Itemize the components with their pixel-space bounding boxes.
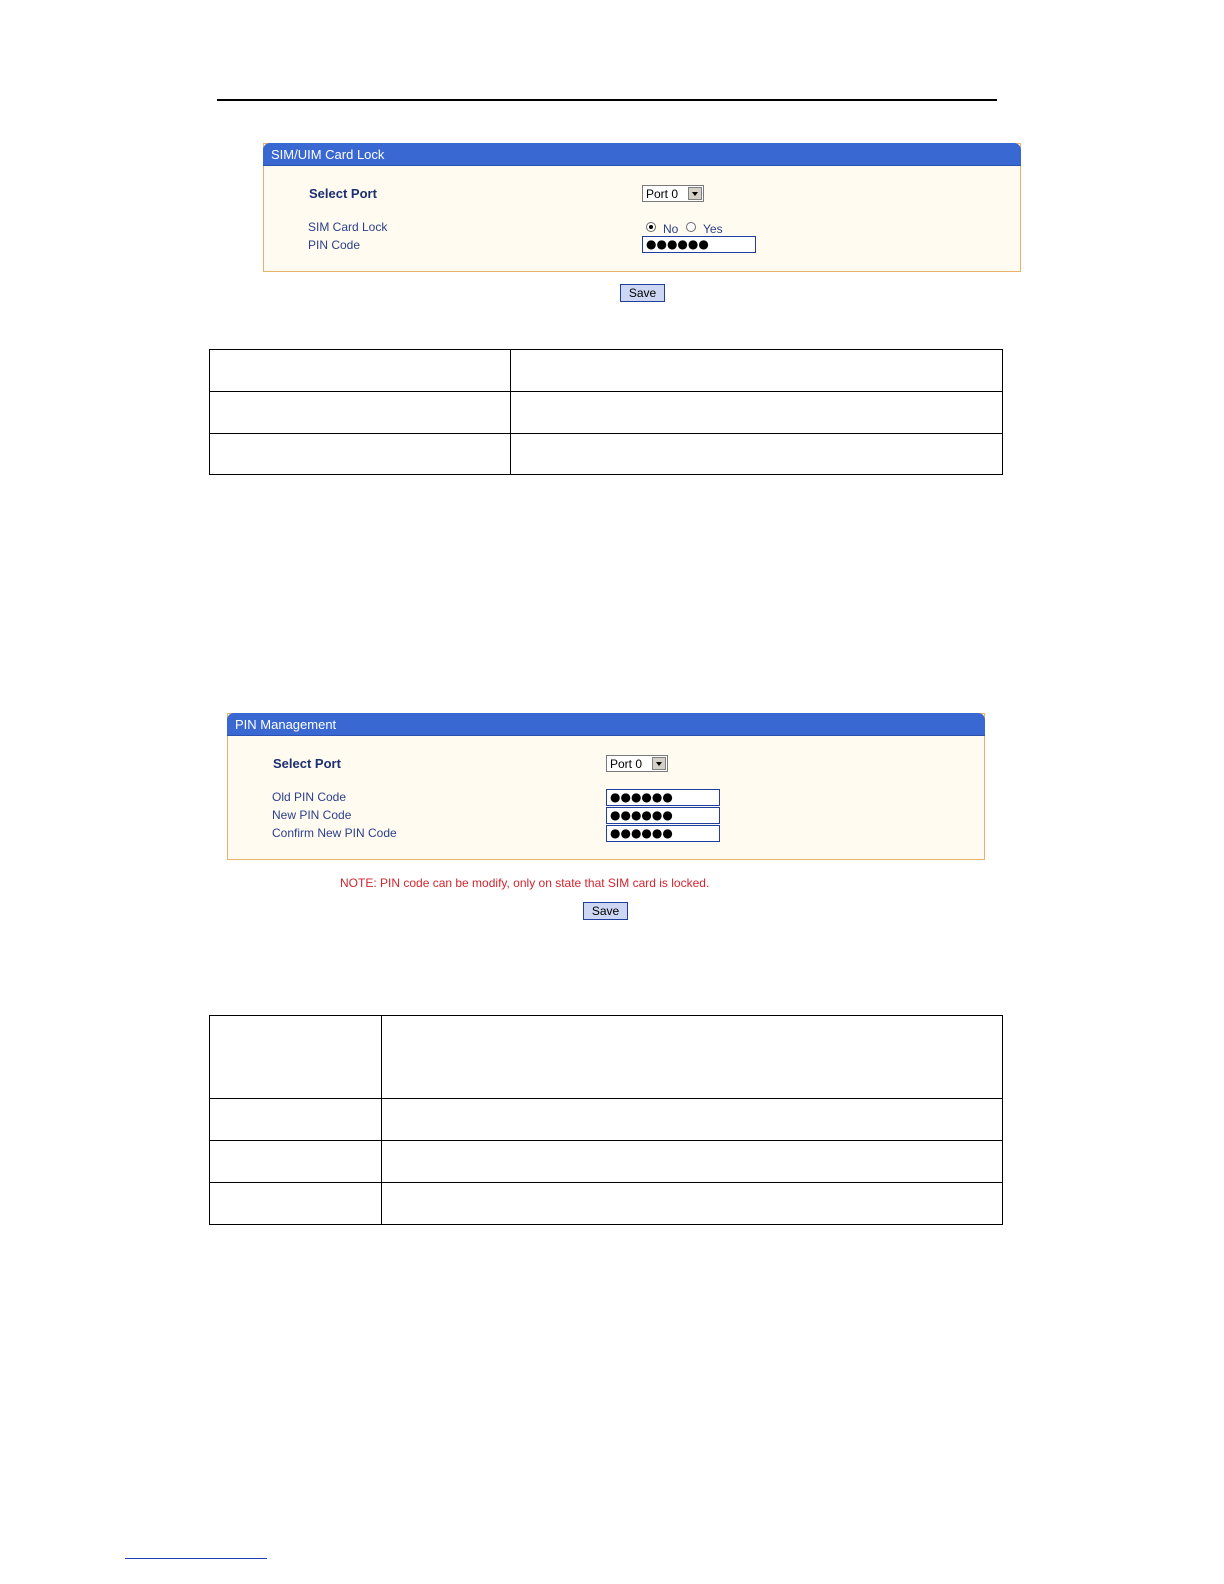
radio-yes-label: Yes bbox=[703, 222, 723, 236]
table-row bbox=[210, 350, 1003, 392]
sim-lock-description-table bbox=[209, 349, 1003, 475]
panel-title: PIN Management bbox=[227, 713, 985, 736]
port-select-value: Port 0 bbox=[610, 757, 643, 771]
sim-card-lock-panel bbox=[263, 143, 1021, 272]
table-row bbox=[210, 392, 1003, 434]
sim-lock-save-button[interactable]: Save bbox=[620, 284, 665, 302]
port-select[interactable] bbox=[642, 185, 704, 202]
sim-card-lock-label: SIM Card Lock bbox=[308, 220, 388, 234]
table-row bbox=[210, 1016, 1003, 1099]
table-row bbox=[210, 434, 1003, 475]
old-pin-label: Old PIN Code bbox=[272, 790, 347, 804]
confirm-pin-input[interactable]: ●●●●●● bbox=[606, 825, 720, 842]
pin-code-input[interactable]: ●●●●●● bbox=[642, 236, 756, 253]
pin-code-label: PIN Code bbox=[308, 238, 361, 252]
sim-lock-radio-no[interactable] bbox=[646, 222, 656, 232]
radio-no-label: No bbox=[663, 222, 679, 236]
port-select-value: Port 0 bbox=[646, 187, 679, 201]
select-port-label: Select Port bbox=[273, 756, 341, 771]
old-pin-input[interactable]: ●●●●●● bbox=[606, 789, 720, 806]
chevron-down-icon[interactable] bbox=[652, 757, 666, 770]
sim-lock-radio-yes[interactable] bbox=[686, 222, 696, 232]
header-rule bbox=[217, 99, 997, 101]
new-pin-input[interactable]: ●●●●●● bbox=[606, 807, 720, 824]
chevron-down-icon[interactable] bbox=[688, 187, 702, 200]
select-port-label: Select Port bbox=[309, 186, 377, 201]
footer-rule bbox=[125, 1558, 267, 1559]
table-row bbox=[210, 1141, 1003, 1183]
panel-title: SIM/UIM Card Lock bbox=[263, 143, 1021, 166]
pin-management-save-button[interactable]: Save bbox=[583, 902, 628, 920]
pin-note: NOTE: PIN code can be modify, only on state that SIM card is locked. bbox=[340, 876, 710, 890]
table-row bbox=[210, 1183, 1003, 1225]
pin-management-description-table bbox=[209, 1015, 1003, 1225]
table-row bbox=[210, 1099, 1003, 1141]
new-pin-label: New PIN Code bbox=[272, 808, 352, 822]
pin-management-panel bbox=[227, 713, 985, 860]
confirm-pin-label: Confirm New PIN Code bbox=[272, 826, 397, 840]
port-select[interactable] bbox=[606, 755, 668, 772]
